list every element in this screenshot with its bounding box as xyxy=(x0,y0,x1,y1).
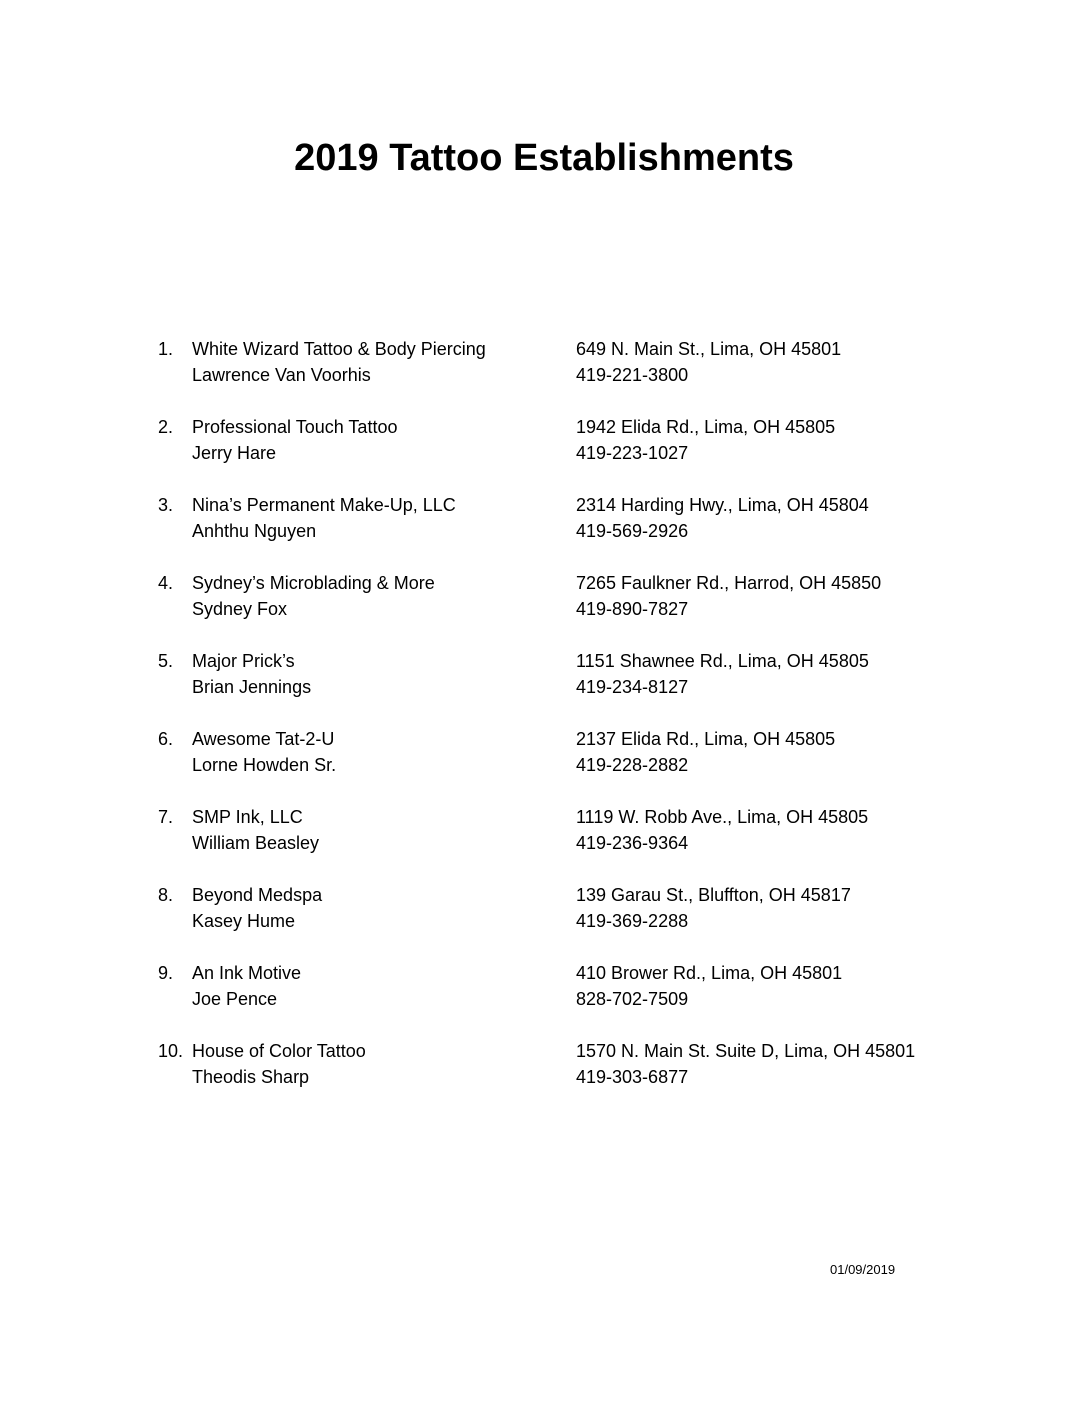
business-name: Major Prick’s xyxy=(192,651,295,671)
owner-name: Theodis Sharp xyxy=(192,1067,310,1087)
entry-number: 9. xyxy=(158,963,174,983)
phone: 828-702-7509 xyxy=(576,989,689,1009)
phone: 419-234-8127 xyxy=(576,677,689,697)
owner-name: Anhthu Nguyen xyxy=(192,521,317,541)
business-name: White Wizard Tattoo & Body Piercing xyxy=(192,339,486,359)
establishments-list xyxy=(158,336,958,1116)
entry-contact xyxy=(576,1038,976,1090)
entry-contact xyxy=(576,492,976,544)
entry-number: 3. xyxy=(158,495,174,515)
business-name: SMP Ink, LLC xyxy=(192,807,303,827)
entry-business xyxy=(192,882,572,934)
entry-business xyxy=(192,960,572,1012)
entry-number: 4. xyxy=(158,573,174,593)
entry-contact xyxy=(576,726,976,778)
phone: 419-221-3800 xyxy=(576,365,689,385)
business-name: An Ink Motive xyxy=(192,963,302,983)
page-title: 2019 Tattoo Establishments xyxy=(294,137,794,179)
list-item xyxy=(158,726,958,804)
owner-name: Jerry Hare xyxy=(192,443,277,463)
entry-contact xyxy=(576,648,976,700)
phone: 419-228-2882 xyxy=(576,755,689,775)
entry-business xyxy=(192,726,572,778)
list-item xyxy=(158,414,958,492)
entry-number: 5. xyxy=(158,651,174,671)
business-name: House of Color Tattoo xyxy=(192,1041,366,1061)
business-name: Beyond Medspa xyxy=(192,885,323,905)
entry-number: 1. xyxy=(158,339,174,359)
address: 2314 Harding Hwy., Lima, OH 45804 xyxy=(576,495,869,515)
list-item xyxy=(158,336,958,414)
entry-business xyxy=(192,1038,572,1090)
address: 649 N. Main St., Lima, OH 45801 xyxy=(576,339,842,359)
list-item xyxy=(158,804,958,882)
owner-name: Lorne Howden Sr. xyxy=(192,755,337,775)
list-item xyxy=(158,1038,958,1116)
entry-number: 10. xyxy=(158,1041,184,1061)
address: 1942 Elida Rd., Lima, OH 45805 xyxy=(576,417,836,437)
entry-business xyxy=(192,336,572,388)
owner-name: Brian Jennings xyxy=(192,677,312,697)
entry-contact xyxy=(576,804,976,856)
entry-business xyxy=(192,648,572,700)
address: 139 Garau St., Bluffton, OH 45817 xyxy=(576,885,851,905)
entry-number: 6. xyxy=(158,729,174,749)
address: 1119 W. Robb Ave., Lima, OH 45805 xyxy=(576,807,869,827)
list-item xyxy=(158,882,958,960)
address: 410 Brower Rd., Lima, OH 45801 xyxy=(576,963,843,983)
owner-name: Kasey Hume xyxy=(192,911,296,931)
owner-name: Sydney Fox xyxy=(192,599,288,619)
owner-name: Joe Pence xyxy=(192,989,278,1009)
entry-business xyxy=(192,492,572,544)
entry-number: 7. xyxy=(158,807,174,827)
owner-name: Lawrence Van Voorhis xyxy=(192,365,371,385)
business-name: Professional Touch Tattoo xyxy=(192,417,398,437)
list-item xyxy=(158,492,958,570)
entry-contact xyxy=(576,414,976,466)
document-date: 01/09/2019 xyxy=(830,1262,896,1277)
list-item xyxy=(158,648,958,726)
phone: 419-303-6877 xyxy=(576,1067,689,1087)
phone: 419-223-1027 xyxy=(576,443,689,463)
owner-name: William Beasley xyxy=(192,833,320,853)
entry-number: 8. xyxy=(158,885,174,905)
business-name: Awesome Tat-2-U xyxy=(192,729,335,749)
entry-business xyxy=(192,570,572,622)
entry-contact xyxy=(576,882,976,934)
business-name: Sydney’s Microblading & More xyxy=(192,573,435,593)
entry-contact xyxy=(576,960,976,1012)
entry-contact xyxy=(576,336,976,388)
address: 2137 Elida Rd., Lima, OH 45805 xyxy=(576,729,836,749)
phone: 419-569-2926 xyxy=(576,521,689,541)
address: 1151 Shawnee Rd., Lima, OH 45805 xyxy=(576,651,869,671)
entry-number: 2. xyxy=(158,417,174,437)
entry-business xyxy=(192,804,572,856)
address: 1570 N. Main St. Suite D, Lima, OH 45801 xyxy=(576,1041,916,1061)
entry-business xyxy=(192,414,572,466)
phone: 419-369-2288 xyxy=(576,911,689,931)
list-item xyxy=(158,960,958,1038)
business-name: Nina’s Permanent Make-Up, LLC xyxy=(192,495,456,515)
address: 7265 Faulkner Rd., Harrod, OH 45850 xyxy=(576,573,882,593)
phone: 419-236-9364 xyxy=(576,833,689,853)
list-item xyxy=(158,570,958,648)
entry-contact xyxy=(576,570,976,622)
phone: 419-890-7827 xyxy=(576,599,689,619)
